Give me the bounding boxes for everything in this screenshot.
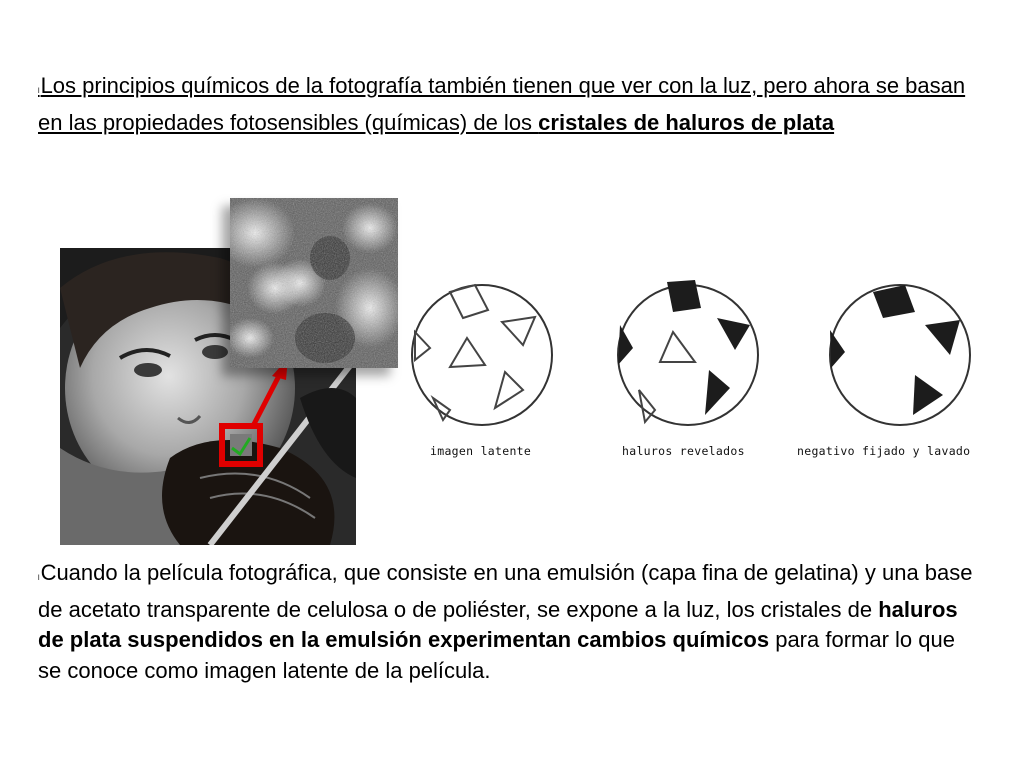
bullet-marker: l	[38, 575, 40, 582]
body-paragraph	[38, 558, 983, 686]
circle-fixed-negative	[830, 285, 970, 425]
bullet-marker: l	[38, 88, 40, 95]
intro-text: Los principios químicos de la fotografía también tienen que ver con la luz, pero ahora se basan en las propiedades fotosensibles (químicas) de los	[38, 73, 966, 135]
circle-latent-image	[412, 285, 552, 425]
crystal-diagram	[405, 270, 1005, 450]
intro-paragraph	[38, 71, 968, 138]
caption-developed-halides: haluros revelados	[622, 444, 745, 458]
body-bold-text: haluros de plata suspendidos en la emulsión experimentan cambios químicos	[38, 596, 958, 652]
grain-zoom-inset	[230, 198, 398, 368]
body-text-end: para formar lo que se conoce como imagen latente de la película.	[38, 627, 955, 683]
intro-bold-text: cristales de haluros de plata	[538, 109, 835, 135]
circle-developed-halides	[618, 280, 758, 425]
grain-texture	[230, 198, 398, 368]
caption-latent-image: imagen latente	[430, 444, 532, 458]
body-text-start: Cuando la película fotográfica, que consiste en una emulsión (capa fina de gelatina) y una base de acetato transparente de celulosa o de poliéster, se expone a la luz, los cristales de	[38, 560, 973, 622]
caption-fixed-negative: negativo fijado y lavado	[797, 444, 971, 458]
